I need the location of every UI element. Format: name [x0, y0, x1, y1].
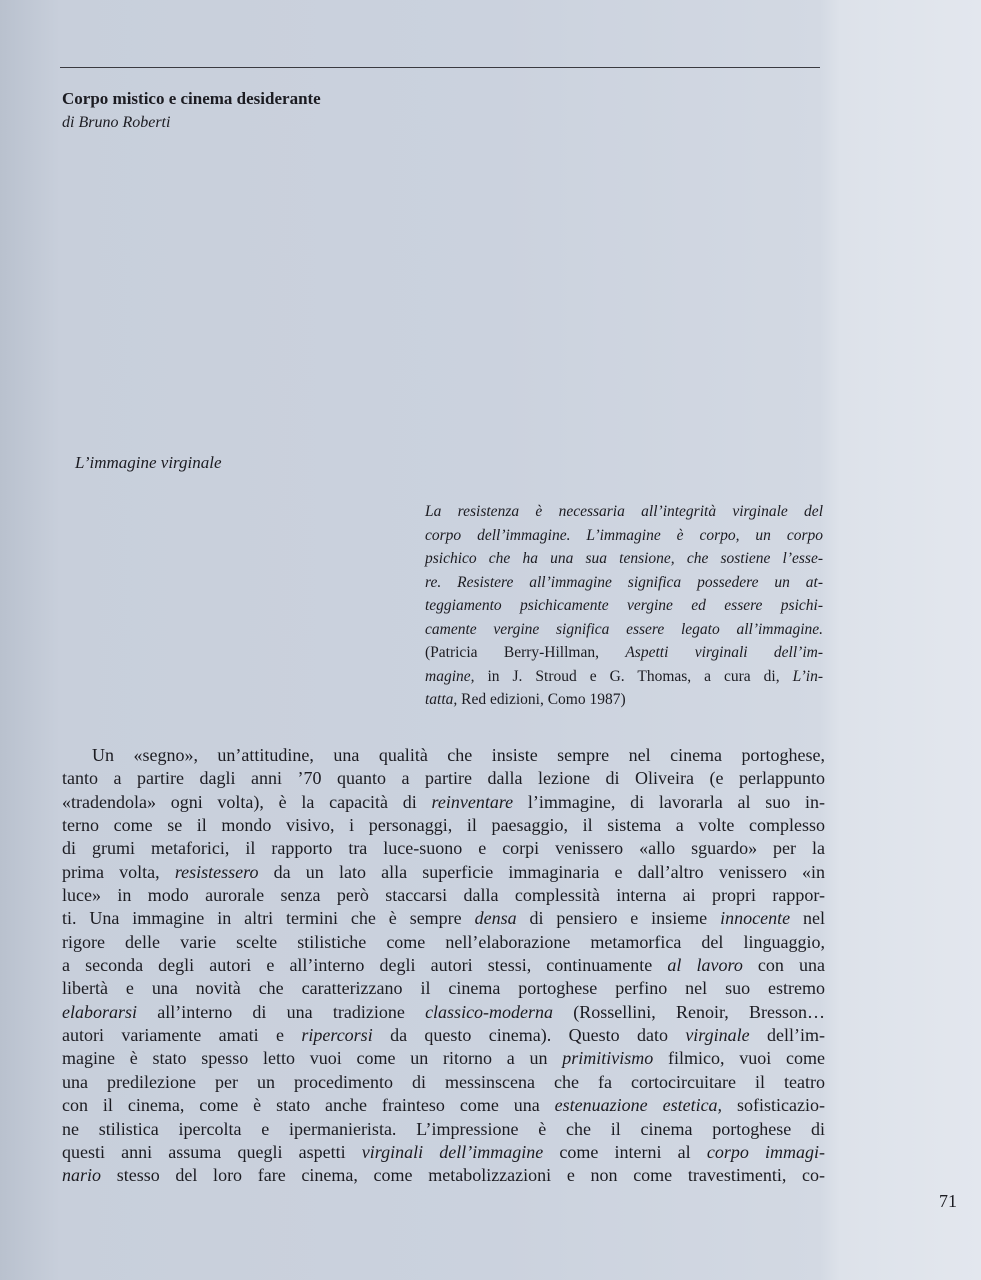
text-line	[62, 814, 825, 837]
italic-text: classico-moderna	[425, 1001, 554, 1022]
epigraph-quote	[425, 500, 823, 712]
text-segment: stesso del loro fare cinema, come metabolizzazioni e non come travestimenti, co-	[101, 1165, 825, 1186]
italic-text: densa	[474, 908, 517, 929]
italic-text: resistessero	[174, 861, 259, 882]
italic-text: L’in-	[792, 667, 823, 685]
text-line	[425, 665, 823, 689]
text-segment: a seconda degli autori e all’interno degli autori stessi, continuamente	[62, 955, 668, 976]
text-line	[425, 571, 823, 595]
italic-text: Aspetti virginali dell’im-	[625, 644, 823, 661]
text-segment: rigore delle varie scelte stilistiche come nell’elaborazione metamorfica del linguaggio,	[62, 931, 825, 952]
text-segment: prima volta,	[62, 861, 175, 882]
text-line	[62, 1071, 825, 1094]
text-line	[425, 547, 823, 571]
italic-text: elaborarsi	[62, 1001, 138, 1022]
italic-text: magine,	[425, 667, 475, 685]
text-line	[62, 837, 825, 860]
article-title: Corpo mistico e cinema desiderante	[62, 89, 321, 108]
page-number: 71	[939, 1191, 957, 1211]
text-segment: con il cinema, come è stato anche frainteso come una	[62, 1095, 555, 1116]
italic-text: nario	[62, 1165, 102, 1186]
italic-text: innocente	[720, 908, 791, 929]
text-line	[425, 618, 823, 642]
text-line	[62, 861, 825, 884]
text-line	[62, 1118, 825, 1141]
italic-text: psichico che ha una sua tensione, che sostiene l’esse-	[425, 550, 823, 567]
text-segment: l’immagine, di lavorarla al suo in-	[513, 791, 825, 812]
text-segment: una predilezione per un procedimento di messinscena che fa cortocircuitare il teatro	[62, 1071, 825, 1092]
section-heading: L’immagine virginale	[75, 453, 222, 472]
text-segment: con una	[742, 955, 826, 976]
text-segment: questi anni assuma quegli aspetti	[62, 1141, 362, 1162]
text-segment: Un «segno», un’attitudine, una qualità che insiste sempre nel cinema portoghese,	[92, 745, 825, 765]
italic-text: virginali dell’immagine	[361, 1141, 544, 1162]
body-text	[62, 744, 825, 1188]
text-line	[62, 744, 825, 767]
italic-text: re. Resistere all’immagine significa possedere un at-	[425, 573, 823, 591]
text-segment: di grumi metaforici, il rapporto tra luce-suono e corpi venissero «allo sguardo» per la	[62, 838, 825, 859]
italic-text: al lavoro	[667, 955, 743, 976]
text-segment: di pensiero e insieme	[516, 908, 721, 929]
text-segment: da questo cinema). Questo dato	[372, 1025, 686, 1046]
text-line	[425, 641, 823, 665]
text-line	[62, 884, 825, 907]
text-segment: nel	[790, 908, 825, 929]
article-author: di Bruno Roberti	[62, 114, 171, 131]
italic-text: teggiamento psichicamente vergine ed essere psichi-	[425, 597, 823, 614]
italic-text: corpo dell’immagine. L’immagine è corpo, un corpo	[425, 526, 823, 544]
text-line	[62, 1024, 825, 1047]
text-segment: filmico, vuoi come	[653, 1048, 826, 1069]
text-segment: (Rossellini, Renoir, Bresson…	[553, 1001, 825, 1022]
text-segment: luce» in modo aurorale senza però staccarsi dalla complessità interna ai propri rappor-	[62, 885, 825, 906]
text-segment: «tradendola» ogni volta), è la capacità di	[62, 791, 432, 812]
text-segment: tanto a partire dagli anni ’70 quanto a partire dalla lezione di Oliveira (e perlappunto	[62, 768, 825, 789]
italic-text: estenuazione estetica,	[554, 1095, 723, 1116]
text-line	[62, 1094, 825, 1117]
text-segment: in J. Stroud e G. Thomas, a cura di,	[474, 667, 793, 685]
italic-text: La resistenza è necessaria all’integrità virginale del	[425, 503, 823, 520]
italic-text: primitivismo	[562, 1048, 654, 1069]
text-line	[62, 1164, 825, 1187]
text-segment: come interni al	[543, 1141, 707, 1162]
italic-text: ripercorsi	[301, 1025, 373, 1046]
text-line	[62, 767, 825, 790]
text-line	[62, 1047, 825, 1070]
text-segment: libertà e una novità che caratterizzano il cinema portoghese perfino nel suo estremo	[62, 978, 825, 999]
text-segment: (Patricia Berry-Hillman,	[425, 644, 626, 661]
text-line	[62, 907, 825, 930]
text-segment: dell’im-	[749, 1025, 825, 1046]
text-segment: da un lato alla superficie immaginaria e dall’altro venissero «in	[258, 861, 825, 882]
text-line	[62, 931, 825, 954]
italic-text: tatta,	[425, 691, 458, 708]
text-segment: Red edizioni, Como 1987)	[457, 691, 626, 708]
text-line	[62, 791, 825, 814]
text-segment: autori variamente amati e	[62, 1025, 302, 1046]
text-line	[62, 1141, 825, 1164]
italic-text: corpo immagi-	[706, 1141, 825, 1162]
text-segment: magine è stato spesso letto vuoi come un ritorno a un	[62, 1048, 563, 1069]
italic-text: virginale	[685, 1025, 750, 1046]
text-segment: ne stilistica ipercolta e ipermanierista. L’impressione è che il cinema portoghese di	[62, 1118, 825, 1139]
header-rule	[60, 67, 820, 68]
text-line	[62, 1001, 825, 1024]
text-segment: sofisticazio-	[722, 1095, 825, 1116]
text-line	[425, 594, 823, 618]
text-segment: ti. Una immagine in altri termini che è sempre	[62, 908, 475, 929]
italic-text: camente vergine significa essere legato all’immagine.	[425, 620, 823, 638]
text-segment: all’interno di una tradizione	[137, 1001, 426, 1022]
text-line	[62, 954, 825, 977]
italic-text: reinventare	[431, 791, 514, 812]
text-line	[62, 977, 825, 1000]
text-line	[425, 524, 823, 548]
text-line	[425, 688, 823, 712]
text-segment: terno come se il mondo visivo, i personaggi, il paesaggio, il sistema a volte complesso	[62, 815, 825, 836]
text-line	[425, 500, 823, 524]
